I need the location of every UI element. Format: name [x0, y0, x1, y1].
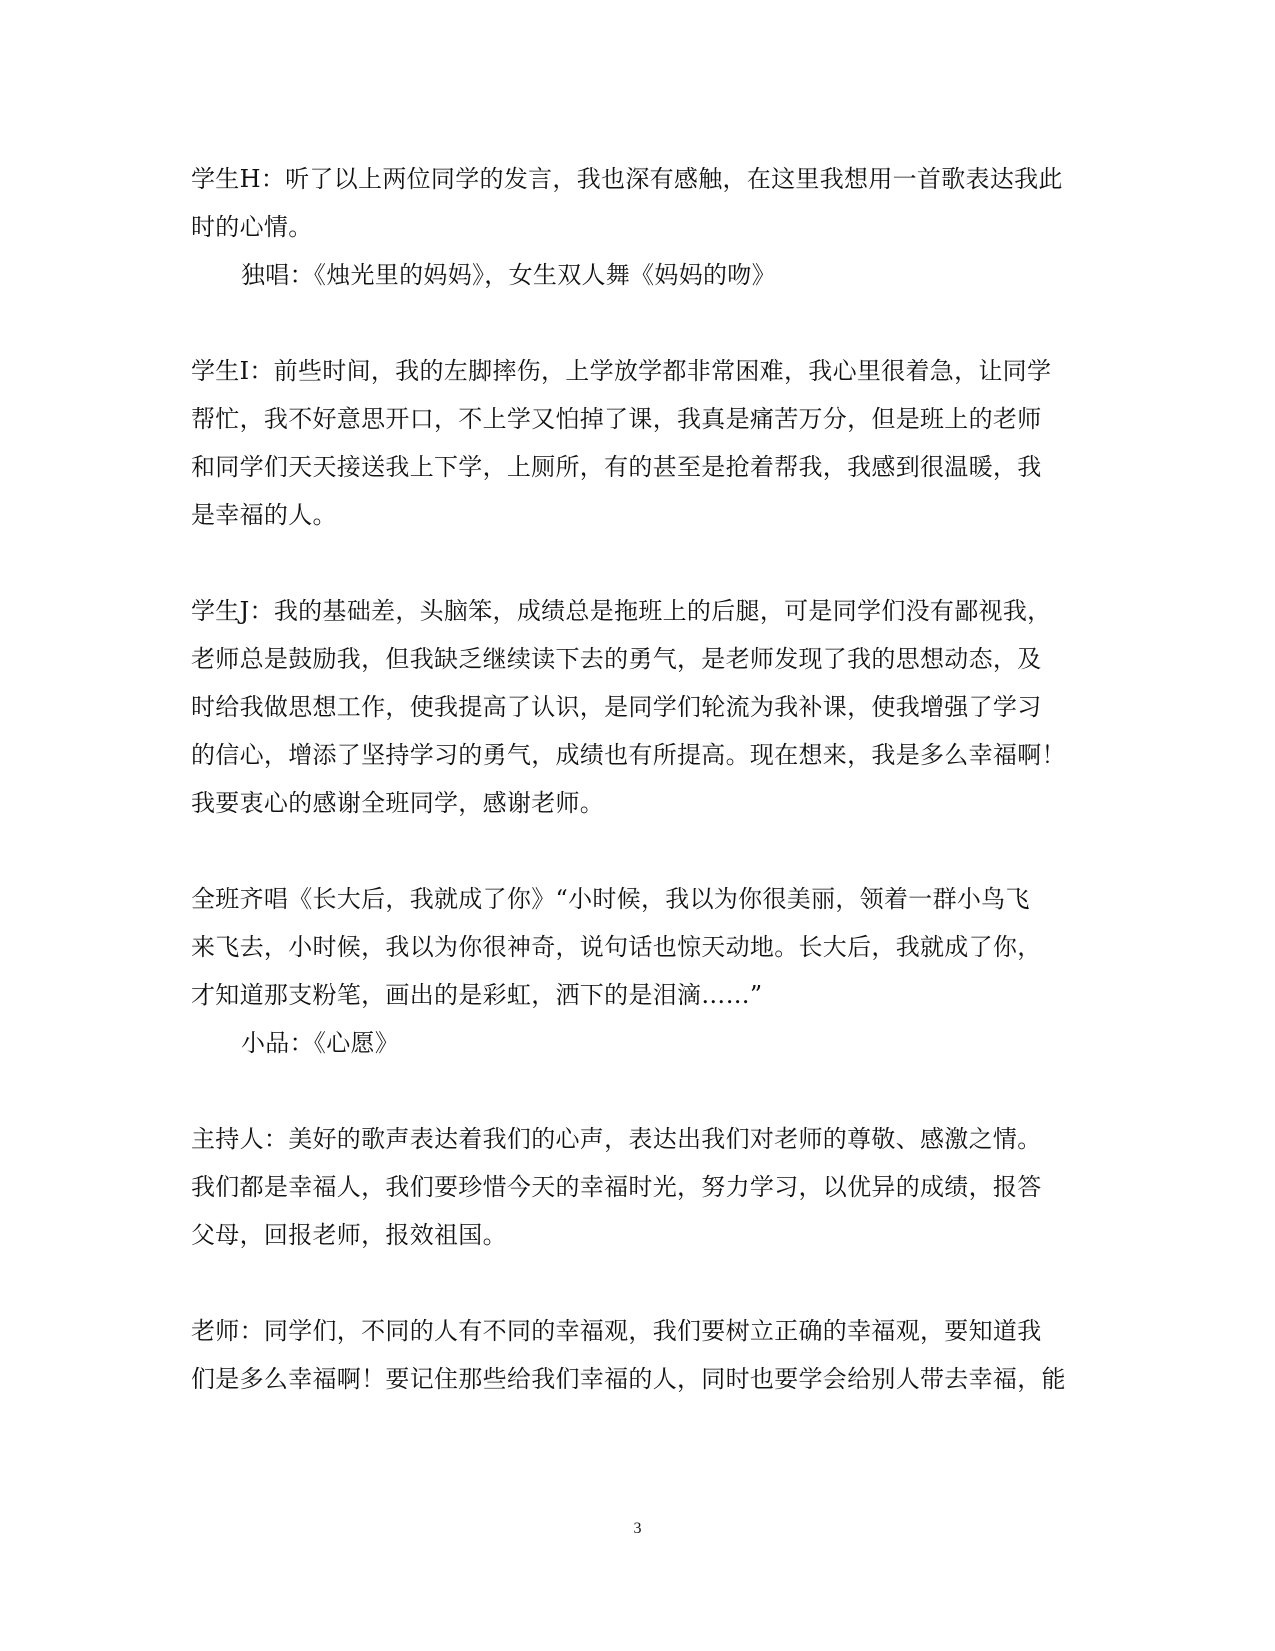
paragraph-gap [191, 1067, 1081, 1115]
text-line: 父母，回报老师，报效祖国。 [191, 1221, 507, 1249]
paragraph-student-j [191, 587, 1081, 827]
text-line: 和同学们天天接送我上下学，上厕所，有的甚至是抢着帮我，我感到很温暖，我 [191, 453, 1042, 481]
paragraph-class-song [191, 875, 1081, 1067]
text-line: 老师：同学们，不同的人有不同的幸福观，我们要树立正确的幸福观，要知道我 [191, 1317, 1042, 1345]
paragraph-teacher [191, 1307, 1081, 1403]
text-line: 学生H：听了以上两位同学的发言，我也深有感触，在这里我想用一首歌表达我此 [191, 165, 1063, 193]
paragraph-gap [191, 827, 1081, 875]
text-line: 的信心，增添了坚持学习的勇气，成绩也有所提高。现在想来，我是多么幸福啊！ [191, 741, 1066, 769]
text-line: 是幸福的人。 [191, 501, 337, 529]
text-line: 时给我做思想工作，使我提高了认识，是同学们轮流为我补课，使我增强了学习 [191, 693, 1042, 721]
page-body [191, 155, 1081, 1403]
text-line: 小品：《心愿》 [241, 1029, 400, 1057]
text-line: 时的心情。 [191, 213, 313, 241]
text-line: 独唱：《烛光里的妈妈》，女生双人舞《妈妈的吻》 [241, 261, 776, 289]
text-line: 学生J：我的基础差，头脑笨，成绩总是拖班上的后腿，可是同学们没有鄙视我， [191, 597, 1052, 625]
text-line: 学生I：前些时间，我的左脚摔伤，上学放学都非常困难，我心里很着急，让同学 [191, 357, 1052, 385]
text-line: 全班齐唱《长大后，我就成了你》“小时候，我以为你很美丽，领着一群小鸟飞 [191, 885, 1030, 913]
paragraph-gap [191, 539, 1081, 587]
text-line: 主持人：美好的歌声表达着我们的心声，表达出我们对老师的尊敬、感激之情。 [191, 1125, 1042, 1153]
text-line: 来飞去，小时候，我以为你很神奇，说句话也惊天动地。长大后，我就成了你， [191, 933, 1042, 961]
paragraph-host [191, 1115, 1081, 1259]
paragraph-gap [191, 1259, 1081, 1307]
text-line: 才知道那支粉笔，画出的是彩虹，洒下的是泪滴……” [191, 981, 763, 1009]
text-line: 我们都是幸福人，我们要珍惜今天的幸福时光，努力学习，以优异的成绩，报答 [191, 1173, 1042, 1201]
page-number: 3 [633, 1520, 642, 1537]
paragraph-student-i [191, 347, 1081, 539]
text-line: 帮忙，我不好意思开口，不上学又怕掉了课，我真是痛苦万分，但是班上的老师 [191, 405, 1042, 433]
paragraph-student-h [191, 155, 1081, 299]
text-line: 老师总是鼓励我，但我缺乏继续读下去的勇气，是老师发现了我的思想动态，及 [191, 645, 1042, 673]
text-line: 们是多么幸福啊！要记住那些给我们幸福的人，同时也要学会给别人带去幸福，能 [191, 1365, 1066, 1393]
paragraph-gap [191, 299, 1081, 347]
text-line: 我要衷心的感谢全班同学，感谢老师。 [191, 789, 605, 817]
